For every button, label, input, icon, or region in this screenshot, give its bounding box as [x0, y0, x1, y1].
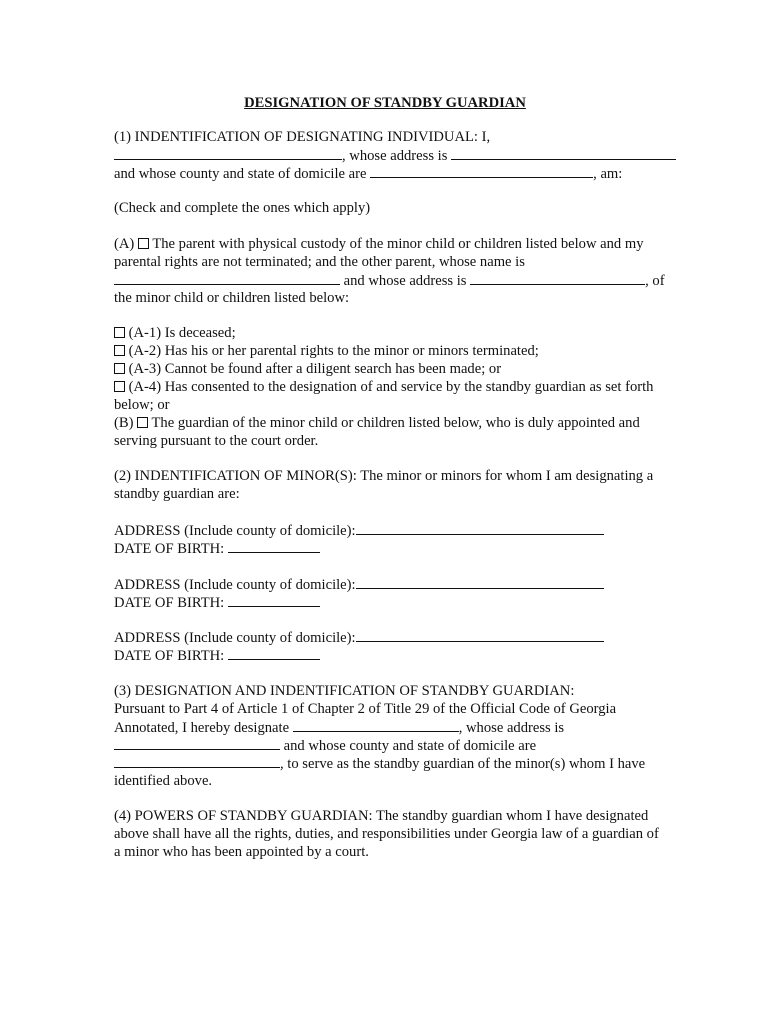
option-a3	[114, 361, 714, 378]
designator-address-blank[interactable]	[451, 147, 676, 160]
section-3-heading: (3) DESIGNATION AND INDENTIFICATION OF STANDBY GUARDIAN:	[114, 683, 575, 699]
option-a2	[114, 343, 714, 360]
guardian-name-blank[interactable]	[293, 719, 459, 732]
option-a-checkbox[interactable]	[138, 238, 149, 249]
section-4-line-2: above shall have all the rights, duties, and responsibilities under Georgia law of a guardian of	[114, 826, 659, 842]
am-text: , am:	[593, 166, 623, 182]
minor-1-address-label: ADDRESS (Include county of domicile):	[114, 523, 356, 539]
designate-text: Annotated, I hereby designate	[114, 720, 290, 736]
option-a4	[114, 379, 714, 396]
minor-2-address	[114, 576, 714, 594]
option-a1-checkbox[interactable]	[114, 327, 125, 338]
section-3-line-4	[114, 755, 714, 773]
minor-1-address-blank[interactable]	[356, 522, 604, 535]
minor-3-dob-blank[interactable]	[228, 647, 320, 660]
minor-1-dob	[114, 540, 714, 558]
guardian-county-blank[interactable]	[114, 755, 280, 768]
other-parent-address-blank[interactable]	[470, 272, 645, 285]
option-b-prefix: (B)	[114, 415, 134, 431]
option-a4-checkbox[interactable]	[114, 381, 125, 392]
minor-3-dob-label: DATE OF BIRTH:	[114, 648, 225, 664]
section-2-line-2: standby guardian are:	[114, 486, 240, 502]
minor-2-dob	[114, 594, 714, 612]
option-a4-label: (A-4) Has consented to the designation of and service by the standby guardian as set forth	[128, 379, 654, 395]
section-3-line-2	[114, 719, 714, 737]
option-a-line-2: parental rights are not terminated; and the other parent, whose name is	[114, 254, 525, 270]
minor-2-address-blank[interactable]	[356, 576, 604, 589]
designator-county-blank[interactable]	[370, 165, 593, 178]
guardian-county-text: and whose county and state of domicile are	[283, 738, 537, 754]
of-text: , of	[645, 273, 665, 289]
minor-3-dob	[114, 647, 714, 665]
check-instruction: (Check and complete the ones which apply)	[114, 200, 371, 216]
option-a2-label: (A-2) Has his or her parental rights to the minor or minors terminated;	[128, 343, 539, 359]
other-parent-name-blank[interactable]	[114, 272, 340, 285]
county-state-text: and whose county and state of domicile are	[114, 166, 367, 182]
section-3-line-5: identified above.	[114, 773, 213, 789]
and-address-text: and whose address is	[343, 273, 467, 289]
option-a1	[114, 325, 714, 342]
option-a-line-3	[114, 272, 714, 290]
option-b-line-2: serving pursuant to the court order.	[114, 433, 319, 449]
minor-1-dob-label: DATE OF BIRTH:	[114, 541, 225, 557]
minor-1-address	[114, 522, 714, 540]
section-3-line-1: Pursuant to Part 4 of Article 1 of Chapter 2 of Title 29 of the Official Code of Georgia	[114, 701, 617, 717]
whose-address-text: , whose address is	[342, 148, 448, 164]
minor-1-dob-blank[interactable]	[228, 540, 320, 553]
section-2-line-1: (2) INDENTIFICATION OF MINOR(S): The minor or minors for whom I am designating a	[114, 468, 654, 484]
minor-3-address	[114, 629, 714, 647]
serve-as-text: , to serve as the standby guardian of the minor(s) whom I have	[280, 756, 646, 772]
guardian-whose-address-text: , whose address is	[458, 720, 565, 736]
section-4-line-3: a minor who has been appointed by a court.	[114, 844, 369, 860]
minor-2-address-label: ADDRESS (Include county of domicile):	[114, 577, 356, 593]
guardian-address-blank[interactable]	[114, 737, 280, 750]
option-b-line-1	[114, 415, 714, 432]
option-a3-checkbox[interactable]	[114, 363, 125, 374]
option-a1-label: (A-1) Is deceased;	[128, 325, 236, 341]
option-b-text: The guardian of the minor child or children listed below, who is duly appointed and	[151, 415, 640, 431]
minor-3-address-label: ADDRESS (Include county of domicile):	[114, 630, 356, 646]
option-a-text: The parent with physical custody of the minor child or children listed below and my	[152, 236, 644, 252]
option-a3-label: (A-3) Cannot be found after a diligent search has been made; or	[128, 361, 502, 377]
option-a-line-1	[114, 236, 714, 253]
minor-3-address-blank[interactable]	[356, 629, 604, 642]
option-a-prefix: (A)	[114, 236, 135, 252]
minor-2-dob-label: DATE OF BIRTH:	[114, 595, 225, 611]
section-4-line-1: (4) POWERS OF STANDBY GUARDIAN: The standby guardian whom I have designated	[114, 808, 649, 824]
section-1-heading: (1) INDENTIFICATION OF DESIGNATING INDIVIDUAL: I,	[114, 129, 491, 145]
minor-2-dob-blank[interactable]	[228, 594, 320, 607]
section-1-line-2	[114, 147, 714, 165]
option-a2-checkbox[interactable]	[114, 345, 125, 356]
section-3-line-3	[114, 737, 714, 755]
option-a4-continued: below; or	[114, 397, 170, 413]
option-a-line-4: the minor child or children listed below:	[114, 290, 350, 306]
section-1-line-3	[114, 165, 714, 183]
designator-name-blank[interactable]	[114, 147, 342, 160]
page-title: DESIGNATION OF STANDBY GUARDIAN	[244, 95, 526, 111]
option-b-checkbox[interactable]	[137, 417, 148, 428]
